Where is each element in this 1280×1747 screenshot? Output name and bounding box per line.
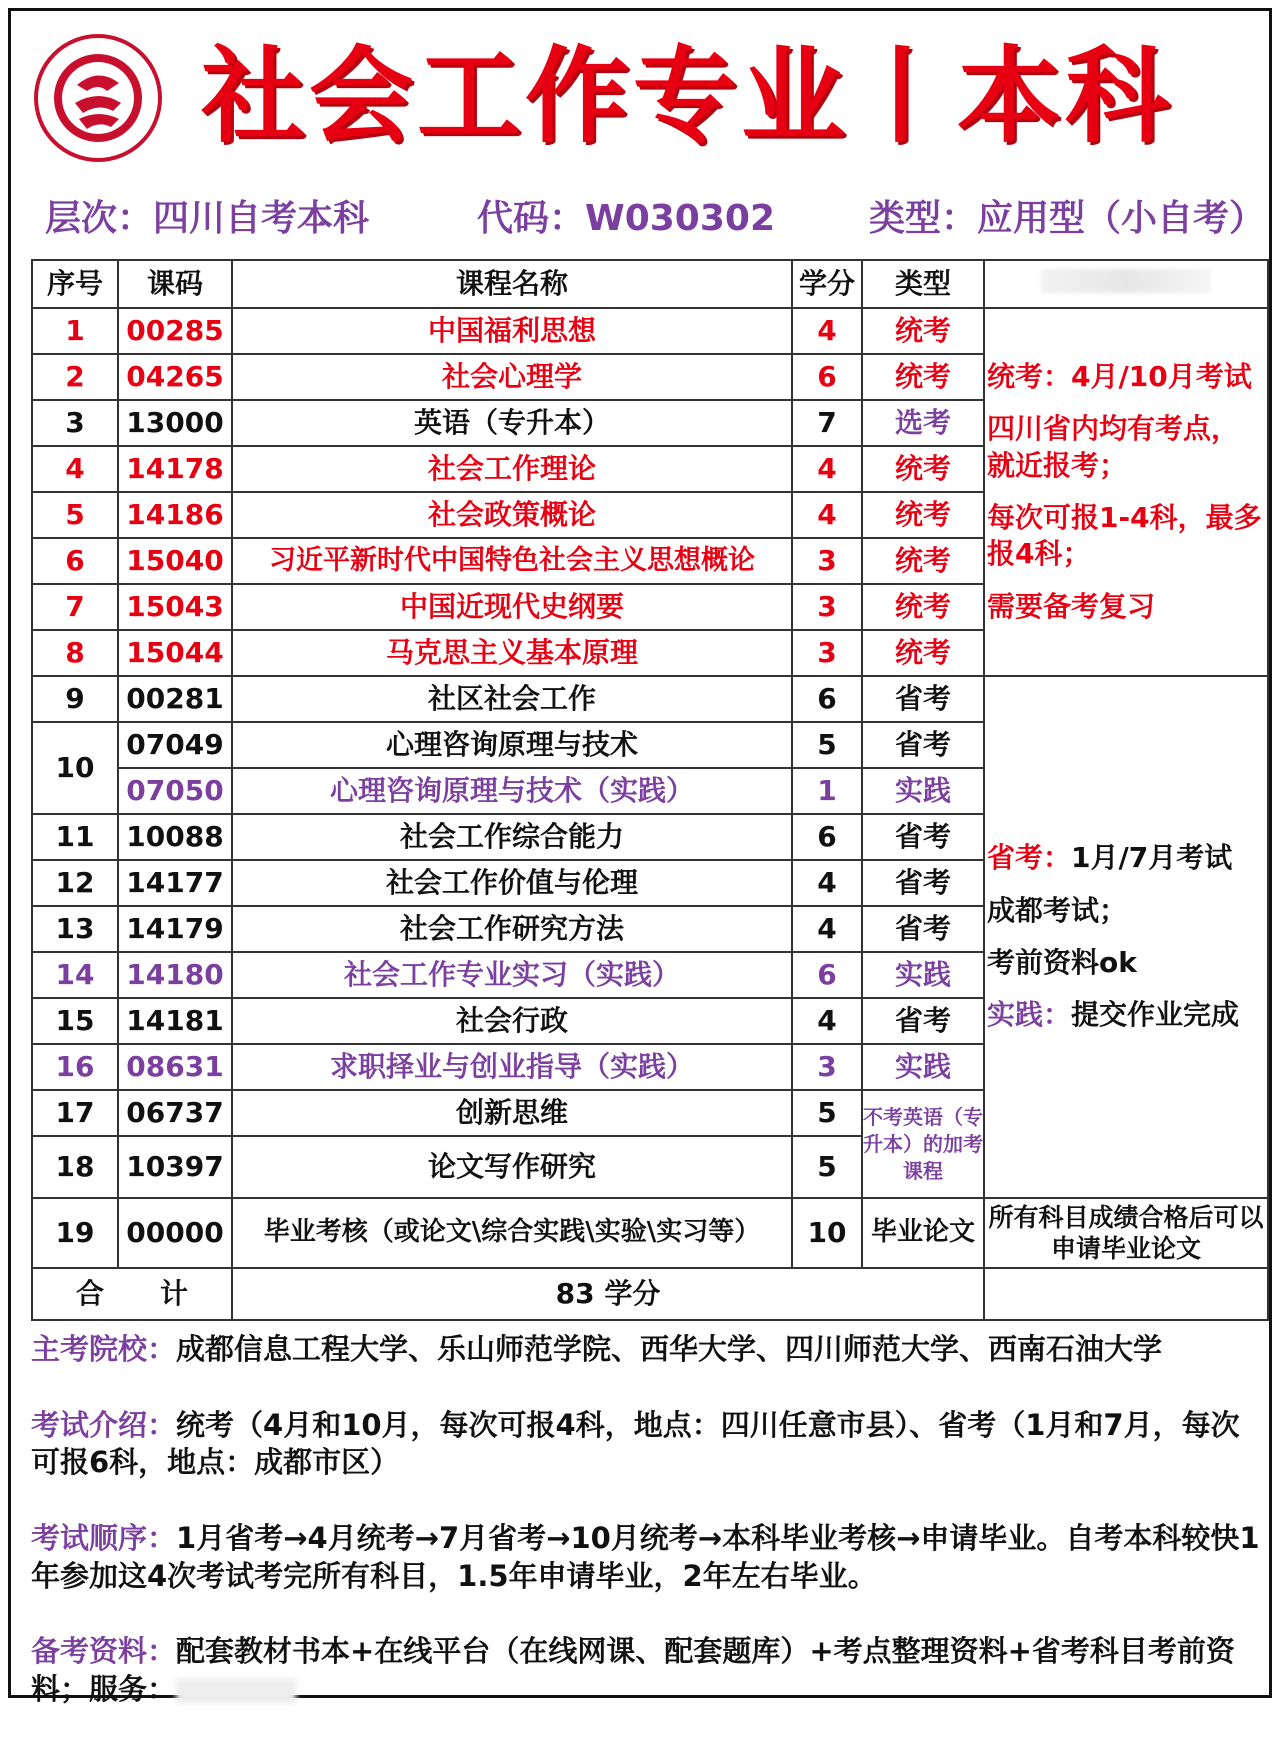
cell-type: 统考 — [862, 308, 984, 354]
cell-credit: 5 — [792, 1136, 862, 1198]
table-row — [32, 676, 1268, 722]
page-title: 社会工作专业丨本科 — [201, 35, 1174, 157]
cell-name: 社会心理学 — [232, 354, 792, 400]
schools-label: 主考院校： — [31, 1332, 177, 1366]
cell-no: 9 — [32, 676, 118, 722]
cell-type: 省考 — [862, 676, 984, 722]
unified-text: 4月/10月考试 — [1071, 359, 1252, 393]
cell-no: 8 — [32, 630, 118, 676]
total-value: 83 学分 — [232, 1268, 984, 1320]
table-row — [32, 1198, 1268, 1268]
cell-no: 10 — [32, 722, 118, 814]
col-header-notes — [984, 260, 1268, 308]
cell-credit: 3 — [792, 584, 862, 630]
cell-name: 社会工作理论 — [232, 446, 792, 492]
cell-code: 00281 — [118, 676, 232, 722]
cell-credit: 5 — [792, 1090, 862, 1136]
cell-name: 社会政策概论 — [232, 492, 792, 538]
materials-text: 配套教材书本+在线平台（在线网课、配套题库）+考点整理资料+省考科目考前资料；服务： — [31, 1634, 1235, 1707]
cell-code: 08631 — [118, 1044, 232, 1090]
cell-name: 毕业考核（或论文\综合实践\实验\实习等） — [232, 1198, 792, 1268]
cell-name: 习近平新时代中国特色社会主义思想概论 — [232, 538, 792, 584]
materials-label: 备考资料： — [31, 1634, 177, 1669]
unified-exam-note — [984, 308, 1268, 676]
meta-level: 层次：四川自考本科 — [45, 198, 370, 239]
cell-code: 15040 — [118, 538, 232, 584]
cell-no: 2 — [32, 354, 118, 400]
cell-code: 14180 — [118, 952, 232, 998]
total-empty — [984, 1268, 1268, 1320]
page — [8, 8, 1272, 1707]
total-label: 合 计 — [32, 1268, 232, 1320]
cell-name: 社会工作综合能力 — [232, 814, 792, 860]
cell-credit: 4 — [792, 492, 862, 538]
cell-code: 07050 — [118, 768, 232, 814]
cell-code: 06737 — [118, 1090, 232, 1136]
practice-note-line — [987, 997, 1265, 1033]
cell-name: 英语（专升本） — [232, 400, 792, 446]
col-header-code: 课码 — [118, 260, 232, 308]
meta-type: 类型：应用型（小自考） — [869, 198, 1266, 239]
cell-credit: 6 — [792, 676, 862, 722]
cell-credit: 6 — [792, 952, 862, 998]
cell-code: 14186 — [118, 492, 232, 538]
cell-type: 实践 — [862, 1044, 984, 1090]
cell-type: 统考 — [862, 446, 984, 492]
cell-code: 15043 — [118, 584, 232, 630]
cell-code: 07049 — [118, 722, 232, 768]
cell-code: 10397 — [118, 1136, 232, 1198]
practice-label: 实践： — [987, 998, 1072, 1032]
cell-type: 选考 — [862, 400, 984, 446]
cell-name: 中国近现代史纲要 — [232, 584, 792, 630]
materials-paragraph — [31, 1633, 1261, 1708]
cell-type: 统考 — [862, 584, 984, 630]
cell-credit: 5 — [792, 722, 862, 768]
cell-code: 13000 — [118, 400, 232, 446]
cell-name: 心理咨询原理与技术 — [232, 722, 792, 768]
intro-paragraph — [31, 1407, 1261, 1482]
cell-credit: 4 — [792, 860, 862, 906]
cell-credit: 10 — [792, 1198, 862, 1268]
cell-code: 15044 — [118, 630, 232, 676]
order-label: 考试顺序： — [31, 1521, 177, 1556]
graduation-note: 所有科目成绩合格后可以申请毕业论文 — [984, 1198, 1268, 1268]
cell-no: 7 — [32, 584, 118, 630]
cell-credit: 6 — [792, 354, 862, 400]
cell-code: 14179 — [118, 906, 232, 952]
cell-code: 14177 — [118, 860, 232, 906]
cell-type: 实践 — [862, 952, 984, 998]
table-row — [32, 308, 1268, 354]
cell-no: 4 — [32, 446, 118, 492]
cell-code: 00285 — [118, 308, 232, 354]
cell-credit: 4 — [792, 446, 862, 492]
cell-name: 中国福利思想 — [232, 308, 792, 354]
provincial-note-line1 — [987, 840, 1265, 876]
provincial-label: 省考： — [987, 841, 1072, 875]
cell-name: 社会工作专业实习（实践） — [232, 952, 792, 998]
provincial-note-line2: 成都考试； — [987, 893, 1128, 927]
cell-no: 6 — [32, 538, 118, 584]
unified-note-line1 — [987, 359, 1265, 395]
cell-name: 社区社会工作 — [232, 676, 792, 722]
cell-name: 求职择业与创业指导（实践） — [232, 1044, 792, 1090]
cell-no: 15 — [32, 998, 118, 1044]
cell-no: 16 — [32, 1044, 118, 1090]
cell-credit: 3 — [792, 1044, 862, 1090]
order-paragraph — [31, 1520, 1261, 1595]
course-table — [31, 259, 1269, 1321]
cell-no: 11 — [32, 814, 118, 860]
cell-no: 19 — [32, 1198, 118, 1268]
provincial-note-line3: 考前资料ok — [987, 946, 1137, 979]
cell-type: 省考 — [862, 860, 984, 906]
cell-no: 12 — [32, 860, 118, 906]
col-header-name: 课程名称 — [232, 260, 792, 308]
col-header-type: 类型 — [862, 260, 984, 308]
unified-label: 统考： — [987, 359, 1072, 393]
cell-name: 论文写作研究 — [232, 1136, 792, 1198]
cell-type: 统考 — [862, 538, 984, 584]
cell-code: 00000 — [118, 1198, 232, 1268]
blurred-header — [1041, 269, 1211, 293]
schools-paragraph — [31, 1331, 1261, 1369]
unified-note-line2: 四川省内均有考点，就近报考； — [987, 412, 1240, 482]
total-row — [32, 1268, 1268, 1320]
cell-credit: 4 — [792, 998, 862, 1044]
cell-no: 18 — [32, 1136, 118, 1198]
schools-text: 成都信息工程大学、乐山师范学院、西华大学、四川师范大学、西南石油大学 — [176, 1332, 1163, 1366]
cell-type: 毕业论文 — [862, 1198, 984, 1268]
cell-name: 社会行政 — [232, 998, 792, 1044]
intro-label: 考试介绍： — [31, 1407, 177, 1442]
unified-note-line4: 需要备考复习 — [987, 589, 1156, 623]
cell-credit: 7 — [792, 400, 862, 446]
cell-name: 创新思维 — [232, 1090, 792, 1136]
col-header-no: 序号 — [32, 260, 118, 308]
cell-code: 14181 — [118, 998, 232, 1044]
cell-type: 实践 — [862, 768, 984, 814]
cell-type: 省考 — [862, 814, 984, 860]
table-header-row — [32, 260, 1268, 308]
cell-type: 统考 — [862, 630, 984, 676]
cell-name: 马克思主义基本原理 — [232, 630, 792, 676]
cell-no: 13 — [32, 906, 118, 952]
cell-no: 5 — [32, 492, 118, 538]
meta-code: 代码：W030302 — [477, 198, 776, 239]
cell-no: 1 — [32, 308, 118, 354]
cell-code: 14178 — [118, 446, 232, 492]
cell-credit: 6 — [792, 814, 862, 860]
cell-code: 10088 — [118, 814, 232, 860]
cell-no: 14 — [32, 952, 118, 998]
cell-name: 心理咨询原理与技术（实践） — [232, 768, 792, 814]
practice-text: 提交作业完成 — [1071, 998, 1240, 1032]
blurred-contact — [176, 1678, 296, 1704]
provincial-text: 1月/7月考试 — [1071, 841, 1233, 875]
cell-type: 省考 — [862, 998, 984, 1044]
cell-name: 社会工作研究方法 — [232, 906, 792, 952]
cell-name: 社会工作价值与伦理 — [232, 860, 792, 906]
cell-credit: 3 — [792, 538, 862, 584]
footer — [31, 1331, 1261, 1747]
cell-type: 省考 — [862, 722, 984, 768]
cell-credit: 1 — [792, 768, 862, 814]
provincial-exam-note — [984, 676, 1268, 1198]
cell-no: 17 — [32, 1090, 118, 1136]
cell-type: 省考 — [862, 906, 984, 952]
extra-course-note: 不考英语（专升本）的加考课程 — [862, 1090, 984, 1198]
cell-type: 统考 — [862, 492, 984, 538]
cell-credit: 4 — [792, 308, 862, 354]
cell-code: 04265 — [118, 354, 232, 400]
cell-type: 统考 — [862, 354, 984, 400]
order-text: 1月省考→4月统考→7月省考→10月统考→本科毕业考核→申请毕业。自考本科较快1年参加这4次考试考完所有科目，1.5年申请毕业，2年左右毕业。 — [31, 1521, 1260, 1593]
cell-credit: 4 — [792, 906, 862, 952]
sichuan-exam-logo — [33, 33, 163, 163]
col-header-credit: 学分 — [792, 260, 862, 308]
cell-no: 3 — [32, 400, 118, 446]
header — [11, 11, 1269, 191]
intro-text: 统考（4月和10月，每次可报4科，地点：四川任意市县）、省考（1月和7月，每次可报6科，地点：成都市区） — [31, 1407, 1240, 1480]
unified-note-line3: 每次可报1-4科，最多报4科； — [987, 501, 1262, 571]
cell-credit: 3 — [792, 630, 862, 676]
